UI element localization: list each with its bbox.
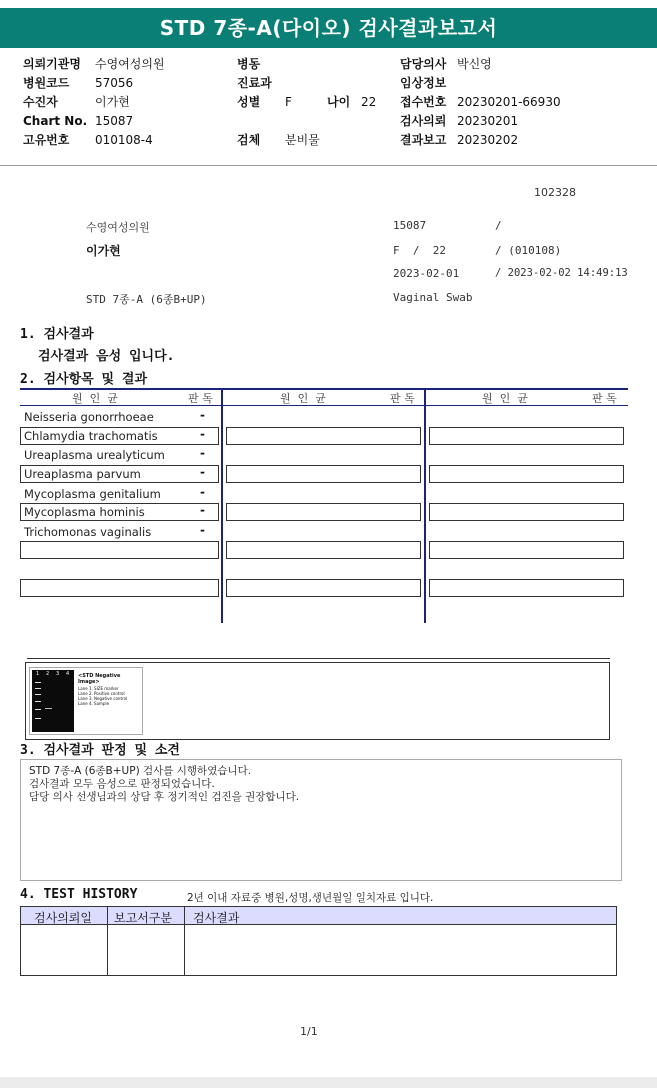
gel-band (45, 708, 52, 709)
gel-band (35, 682, 41, 683)
gel-band (35, 694, 41, 695)
summary-test-name: STD 7종-A (6종B+UP) (86, 293, 207, 306)
section-1-title: 1. 검사결과 (20, 327, 94, 342)
opinion-line: STD 7종-A (6종B+UP) 검사를 시행하였습니다. (29, 765, 252, 777)
col-header-result-2: 판 독 (390, 392, 415, 405)
section-4-title: 4. TEST HISTORY (20, 887, 138, 902)
organism-name: Chlamydia trachomatis (24, 429, 158, 443)
gel-band (35, 701, 41, 702)
result-row-empty (20, 541, 219, 559)
result-value: - (200, 408, 205, 422)
header-col-3 (400, 55, 650, 150)
result-row (20, 408, 219, 426)
label-requester: 의뢰기관명 (23, 57, 81, 71)
opinion-text (29, 765, 299, 804)
history-note: 2년 이내 자료중 병원,성명,생년월일 일치자료 입니다. (187, 892, 434, 904)
summary-uid: / (010108) (495, 244, 562, 257)
label-specimen: 검체 (237, 133, 261, 147)
lane-number: 3 (56, 671, 60, 677)
value-chart-no: 15087 (95, 114, 134, 128)
gel-legend-item: Lane 4. Sample (78, 701, 110, 706)
organism-name: Ureaplasma parvum (24, 467, 141, 481)
result-row-empty (429, 465, 624, 483)
value-request-date: 20230201 (457, 114, 519, 128)
section-3-title: 3. 검사결과 판정 및 소견 (20, 743, 180, 758)
lane-number: 1 (36, 671, 40, 677)
gel-image (32, 670, 74, 732)
result-row (20, 523, 219, 541)
summary-request-date: 2023-02-01 (393, 267, 460, 280)
page-bottom-bar (0, 1077, 657, 1088)
label-sex: 성별 (237, 95, 261, 109)
result-row-empty (226, 503, 421, 521)
label-chart-no: Chart No. (23, 114, 88, 128)
value-age: 22 (361, 95, 377, 109)
label-report-date: 결과보고 (400, 133, 447, 147)
gel-image-panel (29, 667, 143, 735)
result-value: - (200, 446, 205, 460)
gel-top-rule (27, 658, 610, 659)
label-clinical-info: 임상정보 (400, 76, 447, 90)
summary-slash: / (495, 219, 502, 232)
col-header-organism-1: 원 인 균 (72, 392, 118, 405)
gel-legend-item: Lane 3. Negative control (78, 696, 128, 701)
col-header-organism-2: 원 인 균 (280, 392, 326, 405)
summary-specimen: Vaginal Swab (393, 291, 473, 304)
gel-caption: <STD Negative Image> (78, 673, 121, 685)
history-table-header (20, 906, 617, 925)
result-row-empty (226, 541, 421, 559)
label-ward: 병동 (237, 57, 261, 71)
result-value: - (200, 485, 205, 499)
result-row-empty (20, 579, 219, 597)
value-requester: 수영여성의원 (95, 57, 165, 71)
result-row-empty (429, 541, 624, 559)
col-header-result-3: 판 독 (592, 392, 617, 405)
section-2-title: 2. 검사항목 및 결과 (20, 372, 148, 387)
summary-chart: 15087 (393, 219, 427, 232)
label-age: 나이 (327, 95, 351, 109)
gel-legend-item: Lane 1. SIZE marker (78, 686, 119, 691)
summary-patient: 이가현 (86, 244, 121, 258)
result-row-empty (226, 465, 421, 483)
value-report-date: 20230202 (457, 133, 519, 147)
results-col-divider-2 (424, 388, 426, 623)
history-col-request-date: 검사의뢰일 (34, 911, 92, 925)
summary-report-datetime: / 2023-02-02 14:49:13 (495, 267, 628, 279)
result-value: - (200, 465, 205, 479)
result-value: - (200, 427, 205, 441)
organism-name: Mycoplasma genitalium (24, 487, 161, 501)
result-row (20, 465, 219, 483)
gel-legend-item: Lane 2. Positive control (78, 691, 125, 696)
label-doctor: 담당의사 (400, 57, 447, 71)
gel-band (35, 718, 41, 719)
opinion-box (20, 759, 622, 881)
result-row-empty (226, 427, 421, 445)
result-row (20, 503, 219, 521)
report-title: STD 7종-A(다이오) 검사결과보고서 (0, 8, 657, 48)
opinion-line: 담당 의사 선생님과의 상담 후 정기적인 검진을 권장합니다. (29, 791, 300, 803)
header-divider (0, 165, 657, 166)
result-row-empty (226, 579, 421, 597)
value-sex: F (285, 95, 292, 109)
value-hospital-code: 57056 (95, 76, 134, 90)
result-row (20, 446, 219, 464)
col-header-result-1: 판 독 (188, 392, 213, 405)
summary-sex-age: F / 22 (393, 244, 446, 257)
history-col-result: 검사결과 (193, 911, 240, 925)
label-receipt-no: 접수번호 (400, 95, 447, 109)
report-number: 102328 (534, 186, 576, 199)
label-unique-no: 고유번호 (23, 133, 70, 147)
result-value: - (200, 503, 205, 517)
organism-name: Mycoplasma hominis (24, 505, 145, 519)
gel-band (35, 688, 41, 689)
result-row-empty (429, 503, 624, 521)
organism-name: Neisseria gonorrhoeae (24, 410, 154, 424)
value-receipt-no: 20230201-66930 (457, 95, 561, 109)
history-col-report-type: 보고서구분 (114, 911, 172, 925)
organism-name: Trichomonas vaginalis (24, 525, 152, 539)
label-hospital-code: 병원코드 (23, 76, 70, 90)
col-header-organism-3: 원 인 균 (482, 392, 528, 405)
results-col-divider-1 (221, 388, 223, 623)
result-value: - (200, 523, 205, 537)
value-doctor: 박신영 (457, 57, 492, 71)
gel-band (35, 709, 41, 710)
organism-name: Ureaplasma urealyticum (24, 448, 165, 462)
result-row-empty (429, 579, 624, 597)
opinion-line: 검사결과 모두 음성으로 판정되었습니다. (29, 778, 215, 790)
value-unique-no: 010108-4 (95, 133, 153, 147)
summary-clinic: 수영여성의원 (86, 221, 150, 234)
label-department: 진료과 (237, 76, 272, 90)
lane-number: 2 (46, 671, 50, 677)
result-row-empty (429, 427, 624, 445)
history-table-body (20, 924, 617, 976)
lane-number: 4 (66, 671, 70, 677)
header-col-2 (237, 55, 397, 150)
label-request-date: 검사의뢰 (400, 114, 447, 128)
header-col-1 (23, 55, 223, 150)
result-row (20, 427, 219, 445)
value-patient: 이가현 (95, 95, 130, 109)
value-specimen: 분비물 (285, 133, 320, 147)
page-number: 1/1 (300, 1025, 318, 1038)
label-patient: 수진자 (23, 95, 58, 109)
result-row (20, 485, 219, 503)
section-1-result: 검사결과 음성 입니다. (38, 349, 175, 364)
